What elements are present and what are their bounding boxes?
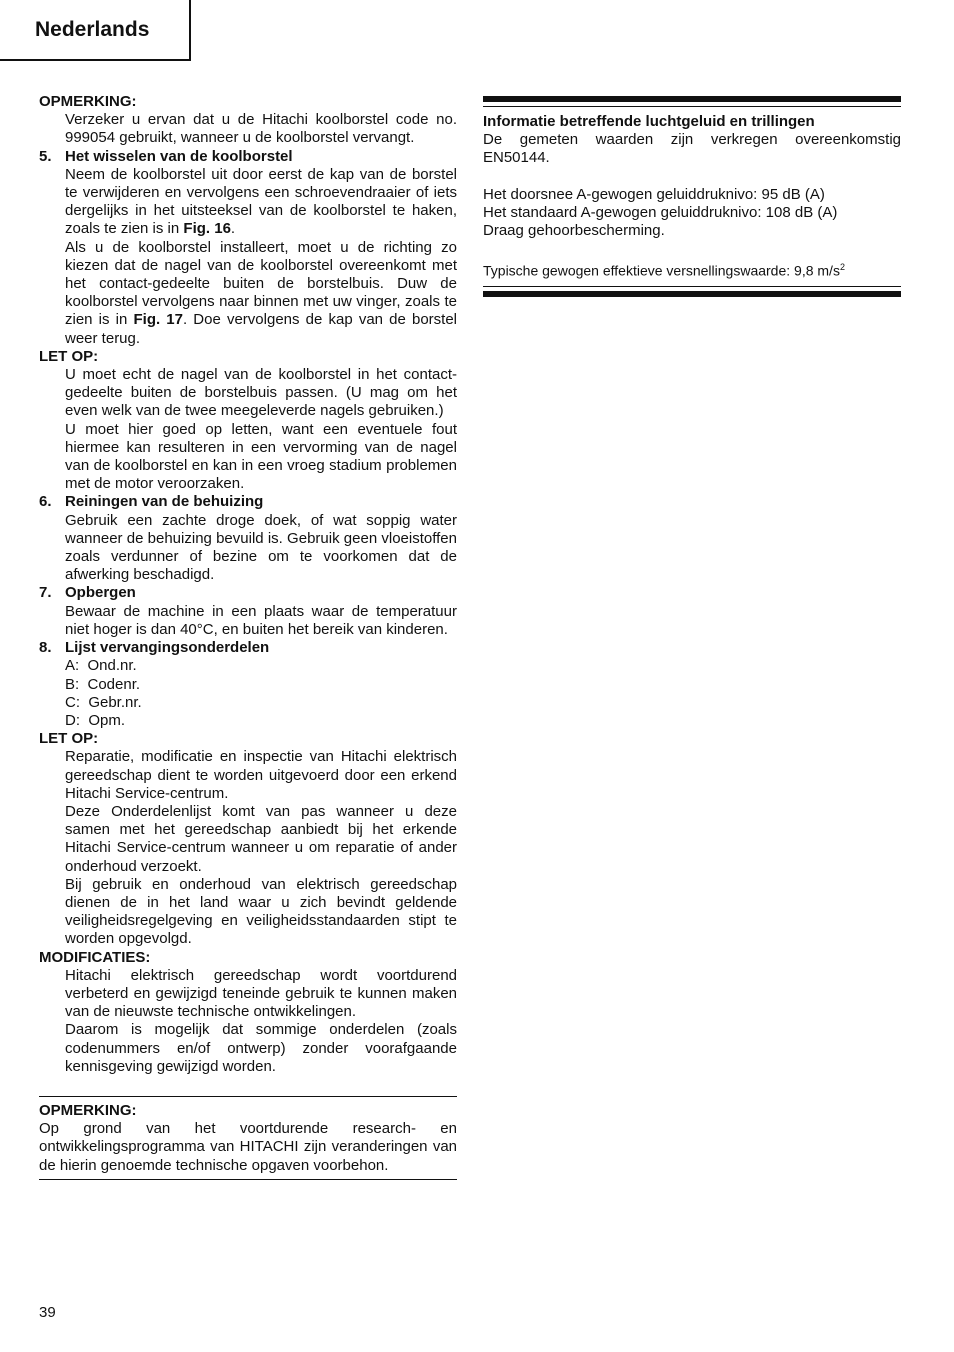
section-5-para-2: Als u de koolborstel installeert, moet u de richting zo kiezen dat de nagel van de koolborstel overeenkomt met het contact-gedeelte buiten de borstelbuis. Duw de koolborstel vervolgens naar binnen met uw vinger, zoals te zien is in Fig. 17. Doe vervolgens de kap van de borstel weer terug. [65, 238, 458, 347]
section-7-title: Opbergen [65, 584, 136, 602]
language-label: Nederlands [35, 18, 150, 41]
vibration-exponent: 2 [839, 262, 845, 273]
parts-list-item: C: Gebr.nr. [65, 693, 142, 711]
section-6-text: Gebruik een zachte droge doek, of wat soppig water wanneer de behuizing bevuild is. Gebruik geen vloeistoffen zoals verdunner of bezine om te voorkomen dat de afwerking beschadigd. [65, 511, 457, 584]
section-5-title: Het wisselen van de koolborstel [65, 147, 293, 165]
parts-list-item: B: Codenr. [65, 675, 141, 693]
language-tab [0, 0, 191, 61]
info-line-1: Het doorsnee A-gewogen geluiddruknivo: 95 dB (A) [483, 185, 825, 203]
note2-text: Op grond van het voortdurende research- en ontwikkelingsprogramma van HITACHI zijn veranderingen van de hierin genoemde technische opgaven voorbehon. [39, 1120, 457, 1174]
info-line-3: Draag gehoorbescherming. [483, 222, 665, 240]
section-7-text: Bewaar de machine in een plaats waar de temperatuur niet hoger is dan 40°C, en buiten het bereik van kinderen. [65, 602, 457, 638]
section-6-title: Reiningen van de behuizing [65, 493, 264, 511]
modifications-label: MODIFICATIES: [39, 948, 151, 966]
letop1-label: LET OP: [39, 347, 99, 365]
letop1-para-2: U moet hier goed op letten, want een eventuele fout hiermee kan resulteren in een vervorming van de nagel van de koolborstel en kan in een vroeg stadium problemen met de motor veroorzaken. [65, 420, 457, 493]
right-column [483, 96, 901, 297]
section-7-heading: 7. Opbergen [39, 584, 136, 602]
section-5-para-1: Neem de koolborstel uit door eerst de kap van de borstel te verwijderen en vervolgens een schroevendraaier of iets dergelijks in het uitsteeksel van de koolborstel te haken, zoals te zien is in Fig. 16. [65, 165, 457, 238]
section-8-heading: 8. Lijst vervangingsonderdelen [39, 639, 270, 657]
fig-17-ref: Fig. 17 [133, 311, 183, 329]
vibration-text: Typische gewogen effektieve versnellingswaarde: 9,8 $m/s^2$ [483, 262, 845, 279]
modifications-para-1: Hitachi elektrisch gereedschap wordt voortdurend verbeterd en gewijzigd teneinde gebruik te kunnen maken van de nieuwste technische ontwikkelingen. [65, 966, 457, 1021]
info-bottom-thick-rule [483, 291, 901, 297]
section-8-title: Lijst vervangingsonderdelen [65, 639, 270, 657]
page-number: 39 [39, 1304, 56, 1321]
info-line-2: Het standaard A-gewogen geluiddruknivo: 108 dB (A) [483, 203, 838, 221]
section-5-number: 5. [39, 147, 52, 165]
letop2-para-2: Deze Onderdelenlijst komt van pas wanneer u deze samen met het gereedschap aanbiedt bij het erkende Hitachi Service-centrum wanneer u om reparatie of ander onderhoud verzoekt. [65, 802, 457, 875]
info-title: Informatie betreffende luchtgeluid en trillingen [483, 113, 815, 130]
letop2-para-3: Bij gebruik en onderhoud van elektrisch gereedschap dienen de in het land waar u zich bevindt geldende veiligheidsregelgeving en veiligheidsstandaarden stipt te worden opgevolgd. [65, 875, 457, 948]
parts-list-item: D: Opm. [65, 711, 126, 729]
section-6-heading: 6. Reiningen van de behuizing [39, 493, 264, 511]
left-column [39, 93, 457, 1180]
note1-text: Verzeker u ervan dat u de Hitachi koolborstel code no. 999054 gebruikt, wanneer u de koolborstel vervangt. [65, 111, 457, 147]
note2-label: OPMERKING: [39, 1101, 137, 1119]
note1-label: OPMERKING: [39, 93, 137, 110]
letop2-label: LET OP: [39, 730, 99, 748]
parts-list-item: A: Ond.nr. [65, 657, 137, 675]
fig-16-ref: Fig. 16 [183, 220, 231, 238]
note2-bottom-rule [39, 1179, 457, 1180]
section-5-heading [39, 148, 457, 166]
info-para-1: De gemeten waarden zijn verkregen overeenkomstig EN50144. [483, 131, 901, 167]
modifications-para-2: Daarom is mogelijk dat sommige onderdelen (zoals codenummers en/of ontwerp) zonder voorafgaande kennisgeving gewijzigd worden. [65, 1021, 457, 1075]
letop2-para-1: Reparatie, modificatie en inspectie van Hitachi elektrisch gereedschap dient te worden uitgevoerd door een erkend Hitachi Service-centrum. [65, 748, 457, 802]
letop1-para-1: U moet echt de nagel van de koolborstel in het contact-gedeelte buiten de borstelbuis passen. (U mag om het even welk van de twee meegeleverde nagels gebruiken.) [65, 366, 457, 420]
